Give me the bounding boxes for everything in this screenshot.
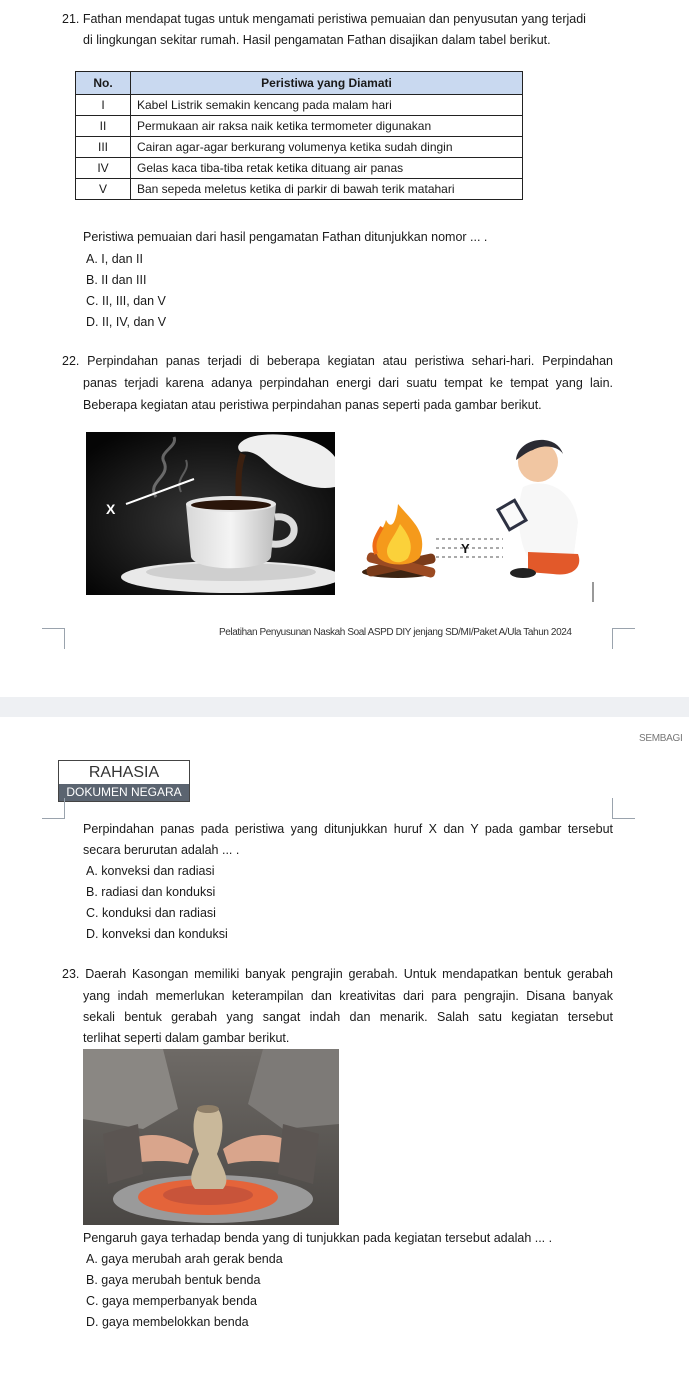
table-row [76, 137, 523, 158]
q23-option-a[interactable]: A. gaya merubah arah gerak benda [86, 1252, 283, 1266]
q21-option-b[interactable]: B. II dan III [86, 273, 147, 287]
table-row [76, 179, 523, 200]
q23-stem-line4: terlihat seperti dalam gambar berikut. [83, 1031, 290, 1045]
q22-stem-line2: panas terjadi karena adanya perpindahan energi dari suatu tempat ke tempat yang lain. [83, 376, 613, 390]
row-no: V [76, 179, 131, 200]
q23-option-c[interactable]: C. gaya memperbanyak benda [86, 1294, 257, 1308]
observation-table [75, 71, 523, 200]
q23-stem-line2: yang indah memerlukan keterampilan dan kreativitas dari para pengrajin. Disana banyak [83, 989, 613, 1003]
row-text: Cairan agar-agar berkurang volumenya ketika sudah dingin [131, 137, 523, 158]
table-row [76, 158, 523, 179]
page-footer: Pelatihan Penyusunan Naskah Soal ASPD DIY jenjang SD/MI/Paket A/Ula Tahun 2024 [219, 627, 572, 638]
confidential-stamp [58, 760, 190, 802]
page-header-sembagi: SEMBAGI [639, 733, 683, 744]
label-x: X [106, 501, 116, 517]
table-header-no: No. [76, 72, 131, 95]
q22-option-a[interactable]: A. konveksi dan radiasi [86, 864, 215, 878]
tea-pouring-image [86, 432, 335, 595]
crop-mark [612, 628, 635, 649]
q21-option-a[interactable]: A. I, dan II [86, 252, 143, 266]
row-no: II [76, 116, 131, 137]
q23-option-d[interactable]: D. gaya membelokkan benda [86, 1315, 249, 1329]
q22-option-b[interactable]: B. radiasi dan konduksi [86, 885, 216, 899]
q22-question-line2: secara berurutan adalah ... . [83, 843, 240, 857]
q21-stem-line2: di lingkungan sekitar rumah. Hasil pengamatan Fathan disajikan dalam tabel berikut. [83, 33, 551, 47]
stamp-top: RAHASIA [88, 764, 160, 781]
q23-option-b[interactable]: B. gaya merubah bentuk benda [86, 1273, 261, 1287]
q21-option-d[interactable]: D. II, IV, dan V [86, 315, 167, 329]
crop-mark [612, 798, 635, 819]
q23-question: Pengaruh gaya terhadap benda yang di tunjukkan pada kegiatan tersebut adalah ... . [83, 1231, 553, 1245]
q22-option-c[interactable]: C. konduksi dan radiasi [86, 906, 216, 920]
row-text: Gelas kaca tiba-tiba retak ketika dituang air panas [131, 158, 523, 179]
row-no: III [76, 137, 131, 158]
page-break-band [0, 697, 689, 717]
row-no: IV [76, 158, 131, 179]
q21-question: Peristiwa pemuaian dari hasil pengamatan Fathan ditunjukkan nomor ... . [83, 230, 488, 244]
row-text: Ban sepeda meletus ketika di parkir di bawah terik matahari [131, 179, 523, 200]
table-row [76, 116, 523, 137]
campfire-boy-image [358, 432, 603, 602]
table-row [76, 95, 523, 116]
pottery-image [83, 1049, 339, 1225]
q22-option-d[interactable]: D. konveksi dan konduksi [86, 927, 228, 941]
label-y: Y [461, 541, 470, 556]
q21-stem-line1: 21. Fathan mendapat tugas untuk mengamati peristiwa pemuaian dan penyusutan yang terjadi [62, 12, 586, 26]
crop-mark [42, 798, 65, 819]
stamp-bottom: DOKUMEN NEGARA [59, 784, 189, 801]
q23-stem-line1: 23. Daerah Kasongan memiliki banyak pengrajin gerabah. Untuk mendapatkan bentuk gerabah [62, 967, 613, 981]
q23-stem-line3: sekali bentuk gerabah yang sangat indah dan menarik. Salah satu kegiatan tersebut [83, 1010, 613, 1024]
q21-option-c[interactable]: C. II, III, dan V [86, 294, 166, 308]
q22-question-line1: Perpindahan panas pada peristiwa yang ditunjukkan huruf X dan Y pada gambar tersebut [83, 822, 613, 836]
crop-mark [42, 628, 65, 649]
table-header-event: Peristiwa yang Diamati [131, 72, 523, 95]
q22-stem-line3: Beberapa kegiatan atau peristiwa perpindahan panas seperti pada gambar berikut. [83, 398, 542, 412]
row-no: I [76, 95, 131, 116]
row-text: Kabel Listrik semakin kencang pada malam hari [131, 95, 523, 116]
row-text: Permukaan air raksa naik ketika termometer digunakan [131, 116, 523, 137]
q22-stem-line1: 22. Perpindahan panas terjadi di beberapa kegiatan atau peristiwa sehari-hari. Perpindahan [62, 354, 613, 368]
